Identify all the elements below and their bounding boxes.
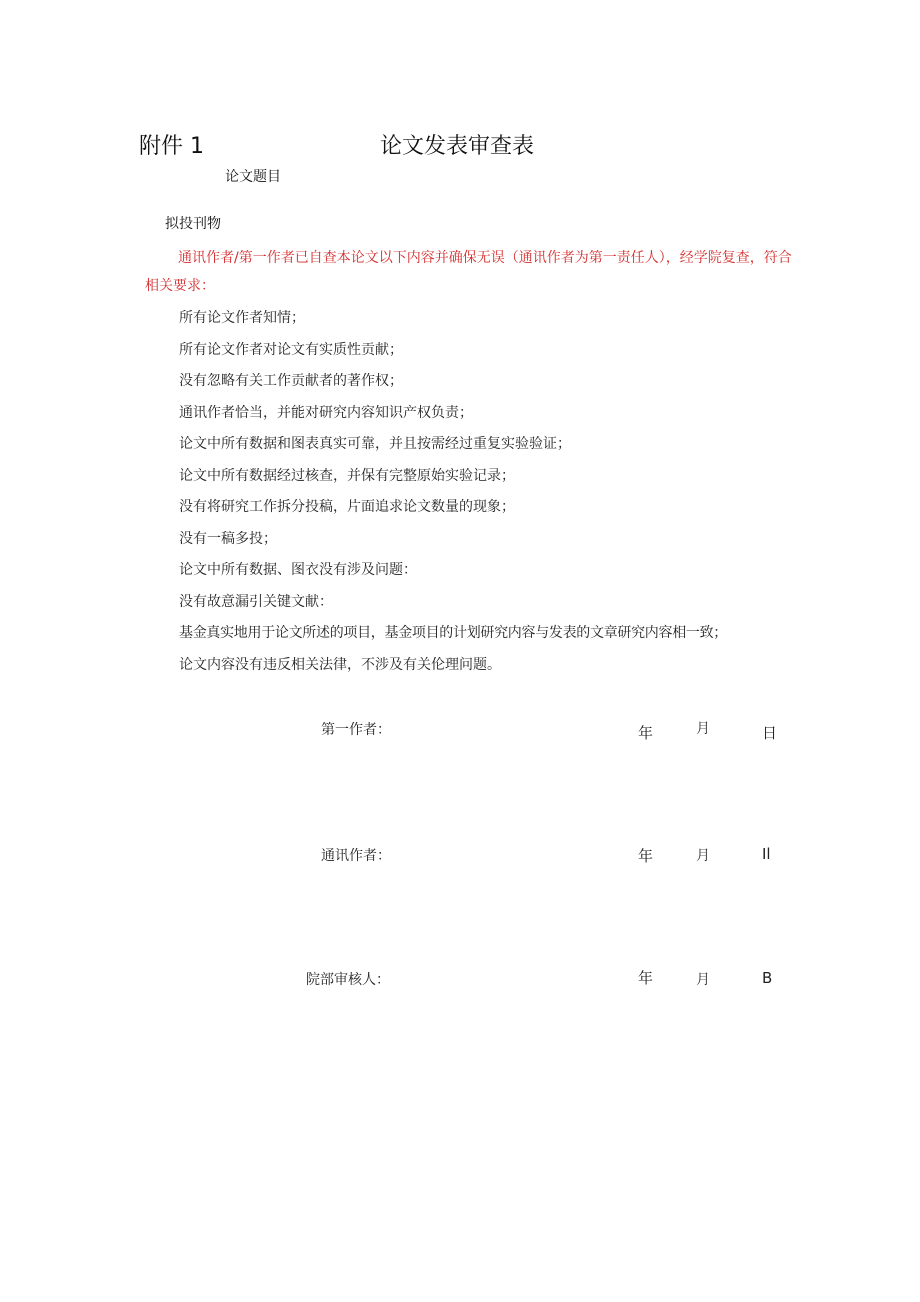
corresponding-author-year: 年: [638, 847, 654, 865]
notice-line-1: 通讯作者/第一作者已自查本论文以下内容并确保无误（通讯作者为第一责任人），经学院复查，: [178, 250, 764, 266]
notice-line-2: 符合相关要求：: [145, 250, 792, 294]
list-item: 通讯作者恰当，并能对研究内容知识产权负责；: [179, 404, 473, 421]
attachment-label: 附件 1: [139, 134, 204, 159]
list-item: 所有论文作者知情；: [179, 310, 305, 326]
list-item: 所有论文作者对论文有实质性贡献；: [179, 341, 403, 358]
list-item: 论文内容没有违反相关法律，不涉及有关伦理问题。: [179, 656, 501, 673]
reviewer-day: B: [762, 969, 773, 987]
list-item: 论文中所有数据和图表真实可靠，并且按需经过重复实验验证；: [179, 436, 571, 452]
requirements-list: [179, 303, 727, 681]
list-item: 没有故意漏引关键文献：: [179, 593, 333, 610]
list-item: 没有忽略有关工作贡献者的著作权；: [179, 373, 403, 389]
corresponding-author-month: 月: [696, 848, 710, 864]
paper-title-label: 论文题目: [225, 169, 281, 185]
reviewer-month: 月: [696, 972, 710, 988]
corresponding-author-signature-label: 通讯作者：: [321, 848, 391, 864]
list-item: 没有将研究工作拆分投稿，片面追求论文数量的现象；: [179, 499, 515, 515]
list-item: 基金真实地用于论文所述的项目，基金项目的计划研究内容与发表的文章研究内容相一致；: [179, 625, 727, 641]
journal-label: 拟投刊物: [165, 216, 221, 232]
first-author-month: 月: [696, 721, 710, 737]
page-title: 论文发表审查表: [380, 134, 535, 159]
corresponding-author-day: Il: [762, 845, 771, 863]
list-item: 论文中所有数据、图衣没有涉及问题：: [179, 562, 417, 578]
declaration-notice: [145, 244, 795, 300]
first-author-year: 年: [638, 724, 654, 742]
list-item: 没有一稿多投；: [179, 530, 277, 547]
list-item: 论文中所有数据经过核查，并保有完整原始实验记录；: [179, 467, 515, 484]
reviewer-year: 年: [638, 969, 654, 987]
first-author-signature-label: 第一作者：: [321, 722, 391, 738]
reviewer-signature-label: 院部审核人：: [306, 972, 390, 988]
first-author-day: 日: [762, 724, 778, 742]
